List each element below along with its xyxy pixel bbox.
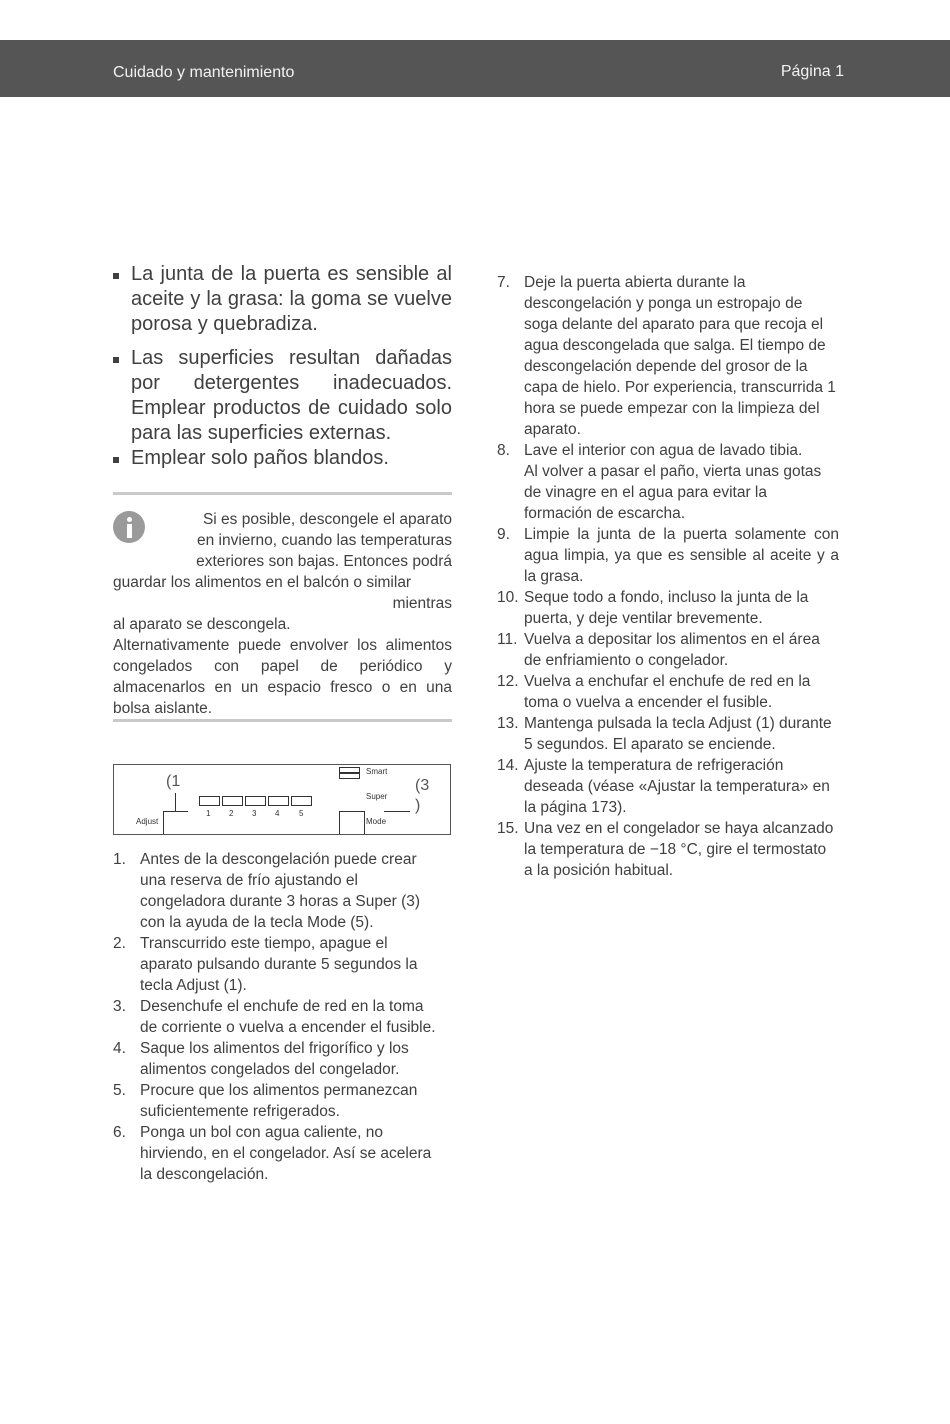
- smart-indicator: [339, 773, 360, 779]
- segment-1: [199, 796, 220, 806]
- list-item: 5. Procure que los alimentos permanezcan suficientemente refrigerados.: [113, 1082, 418, 1120]
- list-item: 7. Deje la puerta abierta durante la descongelación y ponga un estropajo de soga delante del aparato para que recoja el agua descongelada que salga. El tiempo de descongelación depende del grosor de la capa de hielo. Por experiencia, transcurrida 1 hora se puede empezar con la limpieza del aparato.: [497, 274, 836, 438]
- list-item: 11. Vuelva a depositar los alimentos en el área de enfriamiento o congelador.: [497, 631, 820, 669]
- segment-3: [245, 796, 266, 806]
- control-panel-diagram: [113, 764, 451, 835]
- adjust-key: [163, 811, 188, 834]
- adjust-label: Adjust: [136, 817, 159, 826]
- list-item: 6. Ponga un bol con agua caliente, no hirviendo, en el congelador. Así se acelera la descongelación.: [113, 1124, 432, 1183]
- steps-list-right: [497, 272, 839, 881]
- bullet-item: La junta de la puerta es sensible al aceite y la grasa: la goma se vuelve porosa y quebradiza.: [113, 262, 452, 337]
- bullet-square-icon: [113, 273, 119, 279]
- bullet-square-icon: [113, 357, 119, 363]
- list-item: 9. Limpie la junta de la puerta solamente con agua limpia, ya que es sensible al aceite y a la grasa.: [497, 526, 839, 585]
- bullet-square-icon: [113, 457, 119, 463]
- list-item: 4. Saque los alimentos del frigorífico y los alimentos congelados del congelador.: [113, 1040, 409, 1078]
- segment-5: [291, 796, 312, 806]
- callout-line: [175, 793, 176, 811]
- level-number: 5: [299, 809, 304, 818]
- info-paragraph: Alternativamente puede envolver los alimentos congelados con papel de periódico y almacenarlos en un espacio fresco o en una bolsa aislante.: [113, 637, 452, 717]
- callout-1: (1: [166, 773, 181, 790]
- mode-label: Mode: [366, 817, 387, 826]
- level-number: 1: [206, 809, 211, 818]
- list-item: 15. Una vez en el congelador se haya alcanzado la temperatura de −18 °C, gire el termostato a la posición habitual.: [497, 820, 834, 879]
- callout-3-close: ): [415, 797, 421, 814]
- callout-line: [384, 811, 410, 812]
- smart-label: Smart: [366, 767, 388, 776]
- segment-4: [268, 796, 289, 806]
- bullet-item: Las superficies resultan dañadas por detergentes inadecuados. Emplear productos de cuidado solo para las superficies externas.: [113, 346, 452, 446]
- steps-list-left: [113, 849, 443, 1185]
- header-title: Cuidado y mantenimiento: [113, 64, 295, 81]
- list-item: 3. Desenchufe el enchufe de red en la toma de corriente o vuelva a encender el fusible.: [113, 998, 436, 1036]
- list-item: 1. Antes de la descongelación puede crear una reserva de frío ajustando el congeladora durante 3 horas a Super (3) con la ayuda de la tecla Mode (5).: [113, 851, 421, 931]
- segment-2: [222, 796, 243, 806]
- list-item: 10. Seque todo a fondo, incluso la junta de la puerta, y deje ventilar brevemente.: [497, 589, 809, 627]
- level-number: 4: [275, 809, 280, 818]
- list-item: 14. Ajuste la temperatura de refrigeración deseada (véase «Ajustar la temperatura» en la página 173).: [497, 757, 830, 816]
- page-header: [0, 40, 950, 97]
- page-number: Página 1: [780, 63, 844, 80]
- list-item: 12. Vuelva a enchufar el enchufe de red en la toma o vuelva a encender el fusible.: [497, 673, 811, 711]
- info-icon: [113, 511, 145, 543]
- level-number: 3: [252, 809, 257, 818]
- info-note: Si es posible, descongele el aparato en invierno, cuando las temperaturas exteriores son bajas. Entonces podrá guardar los alimentos en el balcón o similar mientras al aparato se descongela. Alternativamente puede envolver los alimentos congelados con papel de periódico y almacenarlos en un espacio fresco o en una bolsa aislante.: [113, 511, 452, 717]
- mode-key: [339, 811, 365, 834]
- level-number: 2: [229, 809, 234, 818]
- list-item: 8. Lave el interior con agua de lavado tibia. Al volver a pasar el paño, vierta unas gotas de vinagre en el agua para evitar la formación de escarcha.: [497, 442, 822, 522]
- callout-3: (3: [415, 777, 430, 794]
- divider: [113, 492, 452, 495]
- warning-bullets: [113, 262, 452, 471]
- divider: [113, 719, 452, 722]
- list-item: 2. Transcurrido este tiempo, apague el aparato pulsando durante 5 segundos la tecla Adjust (1).: [113, 935, 418, 994]
- list-item: 13. Mantenga pulsada la tecla Adjust (1) durante 5 segundos. El aparato se enciende.: [497, 715, 832, 753]
- bullet-item: Emplear solo paños blandos.: [113, 446, 452, 471]
- super-label: Super: [366, 792, 388, 801]
